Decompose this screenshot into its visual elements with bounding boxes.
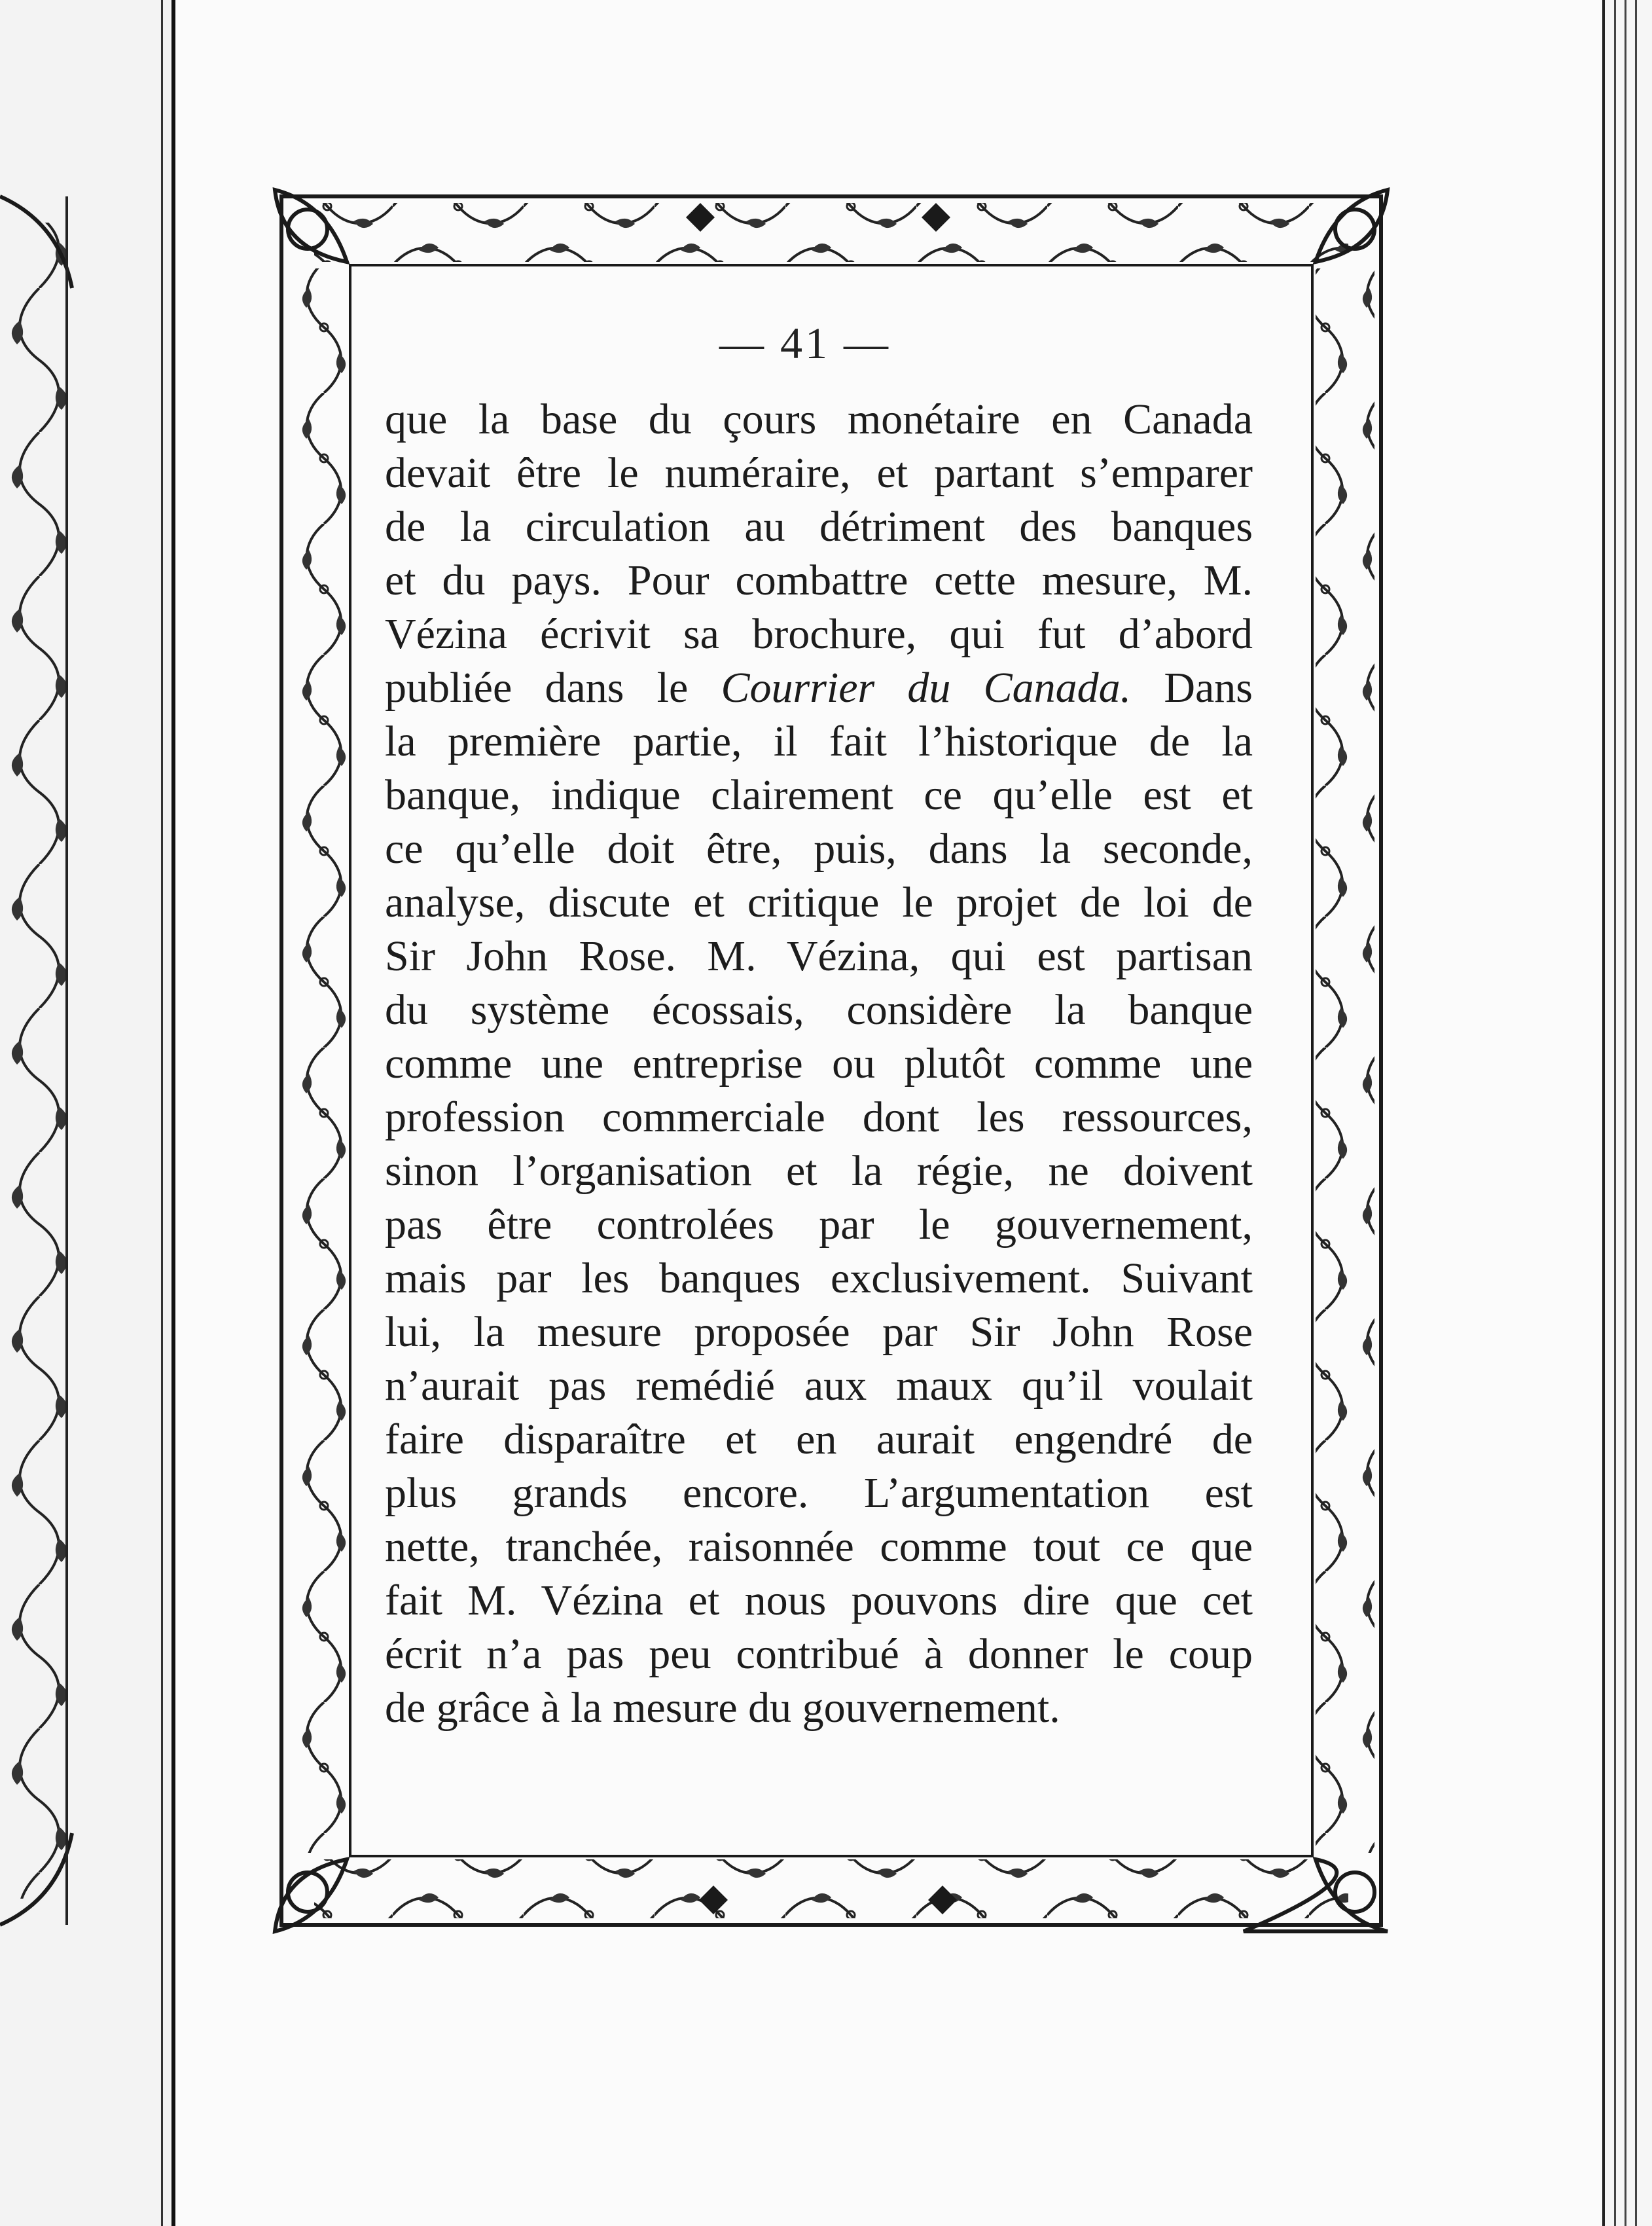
text-line: plus grands encore. L’argumentation est <box>385 1469 1253 1517</box>
text-segment: publiée dans le <box>385 664 721 712</box>
text-line: Sir John Rose. M. Vézina, qui est partisan <box>385 932 1253 980</box>
text-line: du système écossais, considère la banque <box>385 986 1253 1034</box>
text-line: analyse, discute et critique le projet de loi de <box>385 879 1253 926</box>
page-number: — 41 — <box>719 318 891 368</box>
text-line: faire disparaître et en aurait engendré de <box>385 1415 1253 1463</box>
text-line: banque, indique clairement ce qu’elle est et <box>385 771 1253 819</box>
text-line: comme une entreprise ou plutôt comme une <box>385 1040 1253 1087</box>
text-line-with-italic <box>385 661 1253 715</box>
text-segment: Dans <box>1131 664 1253 712</box>
text-line: que la base du çours monétaire en Canada <box>385 395 1253 443</box>
text-line: sinon l’organisation et la régie, ne doivent <box>385 1147 1253 1195</box>
text-line: de grâce à la mesure du gouvernement. <box>385 1684 1060 1732</box>
text-line: écrit n’a pas peu contribué à donner le coup <box>385 1630 1253 1678</box>
text-line: fait M. Vézina et nous pouvons dire que cet <box>385 1577 1253 1624</box>
text-line: n’aurait pas remédié aux maux qu’il voulait <box>385 1362 1253 1410</box>
text-line: et du pays. Pour combattre cette mesure, M. <box>385 556 1253 604</box>
text-line: de la circulation au détriment des banques <box>385 503 1253 551</box>
text-line: la première partie, il fait l’historique de la <box>385 718 1253 765</box>
newspaper-title: Courrier du Canada. <box>721 664 1132 712</box>
text-line: Vézina écrivit sa brochure, qui fut d’abord <box>385 610 1253 658</box>
text-line: profession commerciale dont les ressources, <box>385 1093 1253 1141</box>
body-text <box>385 393 1253 1735</box>
text-line: pas être controlées par le gouvernement, <box>385 1201 1253 1249</box>
text-line: devait être le numéraire, et partant s’emparer <box>385 449 1253 497</box>
text-line: ce qu’elle doit être, puis, dans la seconde, <box>385 825 1253 873</box>
text-line: lui, la mesure proposée par Sir John Rose <box>385 1308 1253 1356</box>
text-line: nette, tranchée, raisonnée comme tout ce que <box>385 1523 1253 1571</box>
text-line: mais par les banques exclusivement. Suivant <box>385 1254 1253 1302</box>
